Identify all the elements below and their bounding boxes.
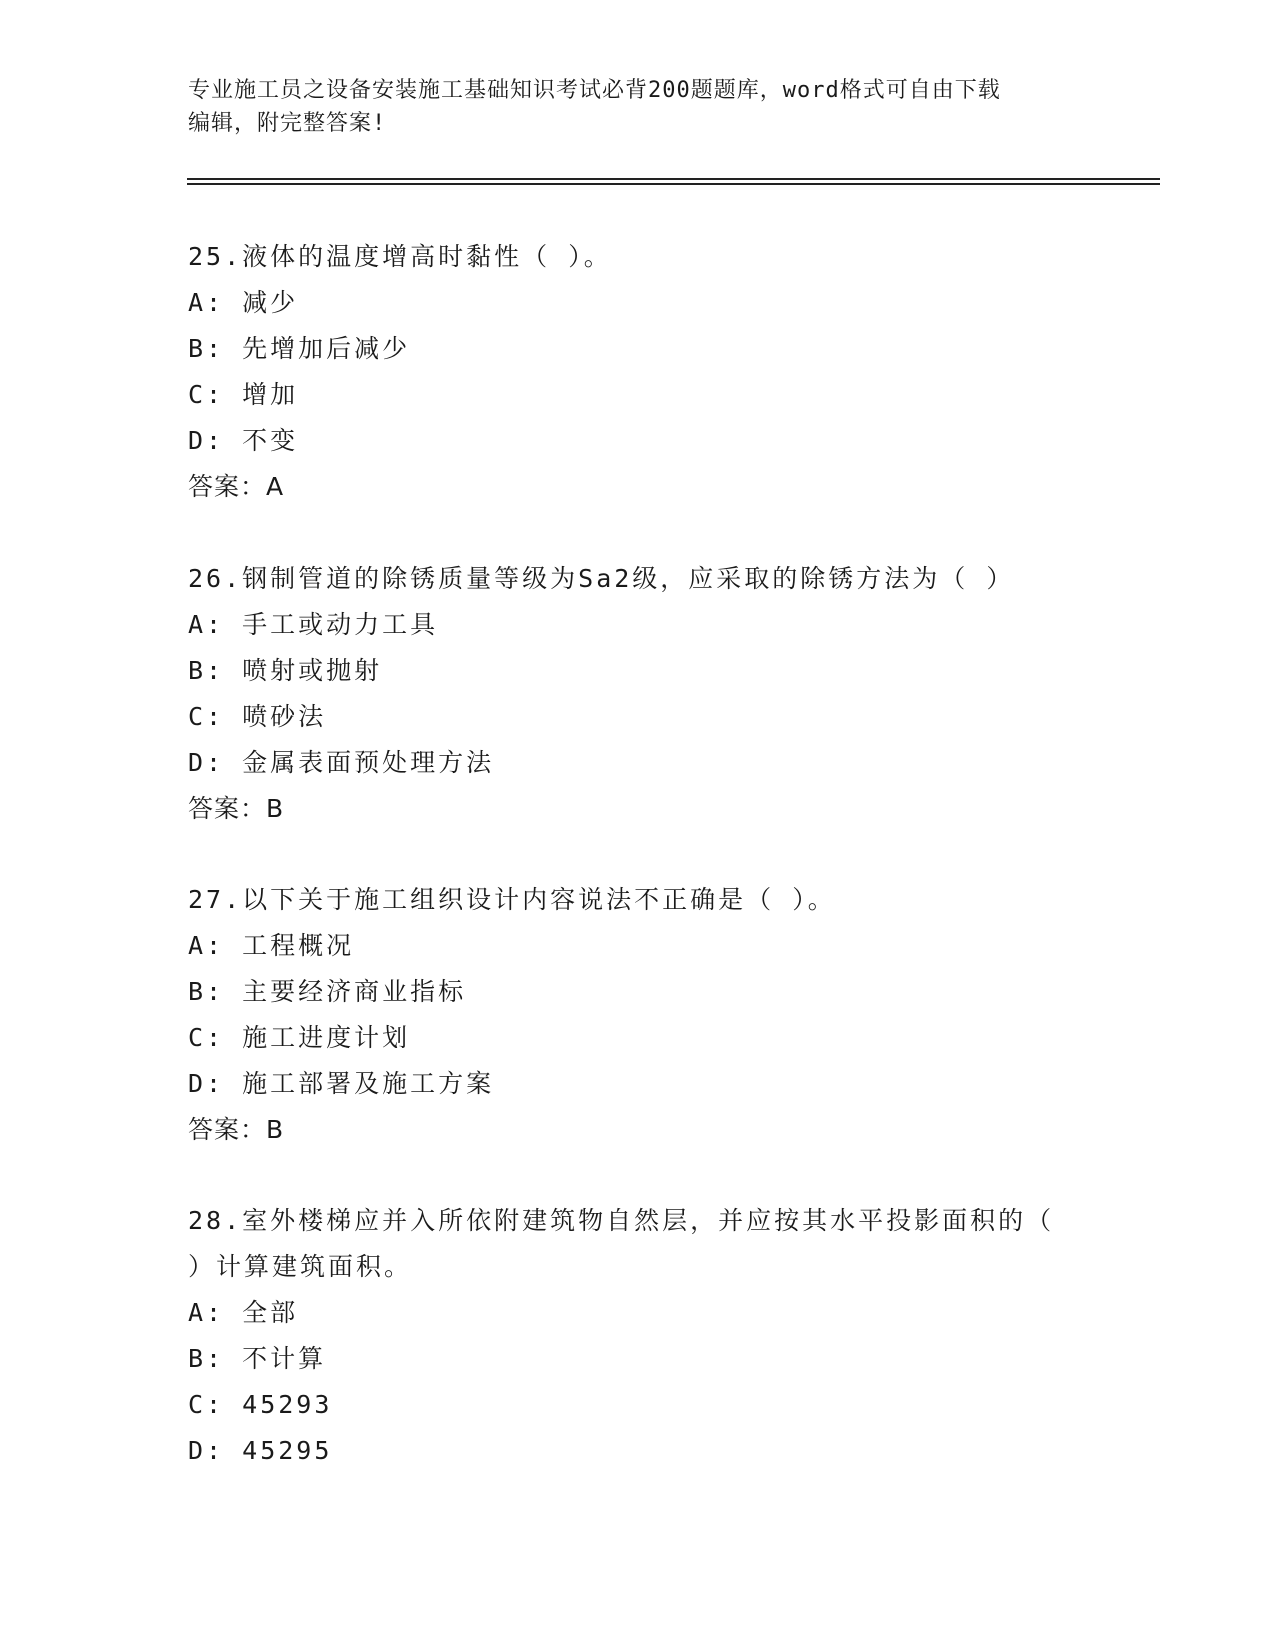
option-c: C: 增加 bbox=[188, 380, 299, 409]
question-stem: 26.钢制管道的除锈质量等级为Sa2级，应采取的除锈方法为（ ） bbox=[188, 564, 1015, 593]
option-c: C: 45293 bbox=[188, 1390, 333, 1419]
option-d: D: 金属表面预处理方法 bbox=[188, 748, 495, 777]
header-divider-top bbox=[187, 178, 1160, 180]
question-26 bbox=[188, 556, 1088, 832]
question-stem: 25.液体的温度增高时黏性（ ）。 bbox=[188, 242, 612, 271]
option-b: B: 不计算 bbox=[188, 1344, 327, 1373]
option-a: A: 全部 bbox=[188, 1298, 299, 1327]
question-stem-line-2: ）计算建筑面积。 bbox=[188, 1252, 413, 1281]
question-25 bbox=[188, 234, 1088, 510]
document-header bbox=[188, 74, 1088, 140]
option-a: A: 减少 bbox=[188, 288, 299, 317]
answer-text: 答案：B bbox=[188, 794, 285, 823]
question-stem-line-1: 28.室外楼梯应并入所依附建筑物自然层，并应按其水平投影面积的（ bbox=[188, 1206, 1055, 1235]
header-line-2: 编辑，附完整答案! bbox=[188, 111, 387, 136]
option-d: D: 不变 bbox=[188, 426, 299, 455]
header-divider-bottom bbox=[187, 183, 1160, 185]
option-a: A: 工程概况 bbox=[188, 931, 355, 960]
header-line-1: 专业施工员之设备安装施工基础知识考试必背200题题库，word格式可自由下载 bbox=[188, 78, 1001, 103]
option-b: B: 主要经济商业指标 bbox=[188, 977, 467, 1006]
answer-text: 答案：B bbox=[188, 1115, 285, 1144]
option-b: B: 喷射或抛射 bbox=[188, 656, 383, 685]
option-a: A: 手工或动力工具 bbox=[188, 610, 439, 639]
question-28 bbox=[188, 1198, 1088, 1474]
question-stem: 27.以下关于施工组织设计内容说法不正确是（ ）。 bbox=[188, 885, 836, 914]
answer-text: 答案：A bbox=[188, 472, 285, 501]
question-27 bbox=[188, 877, 1088, 1153]
option-d: D: 45295 bbox=[188, 1436, 333, 1465]
option-c: C: 施工进度计划 bbox=[188, 1023, 411, 1052]
option-c: C: 喷砂法 bbox=[188, 702, 327, 731]
option-d: D: 施工部署及施工方案 bbox=[188, 1069, 495, 1098]
option-b: B: 先增加后减少 bbox=[188, 334, 411, 363]
